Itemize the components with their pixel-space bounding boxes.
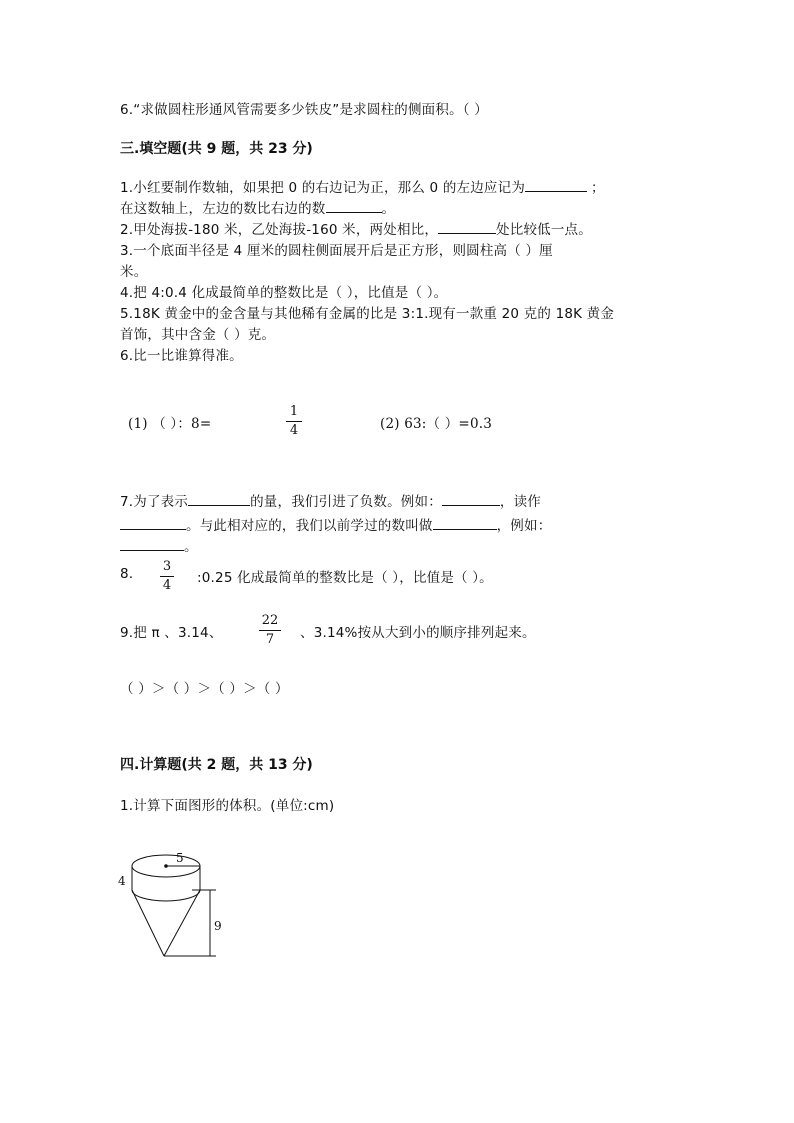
fill-q2-text: 2.甲处海拔-180 米，乙处海拔-160 米，两处相比， [120, 222, 439, 238]
fill-q5-line2: 首饰，其中含金（ ）克。 [120, 327, 276, 343]
fill-q7-blank1[interactable] [188, 491, 250, 506]
section3-title: 三.填空题(共 9 题，共 23 分) [120, 141, 313, 157]
fill-q1-line1 [120, 176, 605, 196]
fill-q9-fraction [259, 614, 281, 647]
fill-q7-blank5[interactable] [120, 536, 184, 551]
fraction-numerator: 3 [162, 559, 172, 574]
fill-q7-line1 [120, 490, 541, 510]
fill-q7-text1: 7.为了表示 [120, 494, 189, 510]
fill-q8-label: 8. [120, 566, 134, 582]
fill-q7-blank2[interactable] [442, 491, 500, 506]
fill-q1-text2: 在这数轴上，左边的数比右边的数 [120, 201, 326, 217]
fill-q7-end: 。 [184, 539, 198, 555]
fraction-numerator: 1 [289, 404, 299, 419]
fill-q2-blank[interactable] [438, 219, 496, 234]
fraction-denominator: 7 [265, 632, 275, 647]
fill-q5-line1: 5.18K 黄金中的金含量与其他稀有金属的比是 3:1.现有一款重 20 克的 18K 黄金 [120, 306, 615, 322]
fill-q2-text2: 处比较低一点。 [496, 222, 592, 238]
fill-q3-line2: 米。 [120, 264, 148, 280]
fill-q6: 6.比一比谁算得准。 [120, 348, 243, 364]
fill-q1-line2 [120, 197, 395, 217]
fill-q9-order: （ ）＞（ ）＞（ ）＞（ ） [120, 681, 289, 697]
fill-q7-text4: 。与此相对应的，我们以前学过的数叫做 [186, 518, 433, 534]
fill-q7-text2: 的量，我们引进了负数。例如： [250, 494, 442, 510]
judgement-q6: 6.“求做圆柱形通风管需要多少铁皮”是求圆柱的侧面积。（ ） [120, 102, 488, 118]
fill-q8-fraction [160, 560, 174, 593]
fill-q6-fraction [286, 405, 302, 438]
fill-q1-text: 1.小红要制作数轴，如果把 0 的右边记为正，那么 0 的左边应记为 [120, 180, 526, 196]
fill-q6-part2: (2) 63:（ ）=0.3 [380, 416, 493, 432]
cylinder-height-label: 4 [118, 874, 126, 888]
fill-q9-label: 9.把 π 、3.14、 [120, 625, 223, 641]
fill-q7-text3: ，读作 [499, 494, 542, 510]
fill-q7-line2 [120, 514, 551, 534]
fill-q7-text5: ，例如： [496, 518, 552, 534]
fill-q1-end: ； [591, 180, 605, 196]
fill-q4: 4.把 4:0.4 化成最简单的整数比是（ ），比值是（ ）。 [120, 285, 448, 301]
fraction-bar [286, 421, 302, 422]
cone-left-edge [132, 890, 164, 956]
fraction-denominator: 4 [162, 578, 172, 593]
fill-q2 [120, 218, 592, 238]
cone-height-label: 9 [214, 919, 222, 933]
fraction-bar [160, 576, 174, 577]
radius-label: 5 [176, 851, 184, 865]
fraction-bar [259, 630, 281, 631]
calc-q1: 1.计算下面图形的体积。(单位:cm) [120, 798, 335, 814]
fill-q3-line1: 3.一个底面半径是 4 厘米的圆柱侧面展开后是正方形，则圆柱高（ ）厘 [120, 243, 553, 259]
cylinder-bottom-arc [132, 890, 200, 901]
fill-q7-line3 [120, 535, 198, 555]
cylinder-cone-figure [112, 838, 232, 968]
fraction-numerator: 22 [261, 613, 279, 628]
fill-q1-blank1[interactable] [525, 177, 587, 192]
fill-q9-text: 、3.14%按从大到小的顺序排列起来。 [300, 625, 536, 641]
fill-q1-blank2[interactable] [326, 198, 382, 213]
fill-q6-part1: (1) （ ）：8= [128, 416, 212, 432]
fill-q7-blank4[interactable] [433, 515, 497, 530]
fill-q7-blank3[interactable] [120, 515, 186, 530]
fill-q1-end2: 。 [381, 201, 396, 217]
section4-title: 四.计算题(共 2 题，共 13 分) [120, 757, 313, 773]
center-dot [164, 864, 168, 868]
fraction-denominator: 4 [289, 423, 299, 438]
fill-q8-text: :0.25 化成最简单的整数比是（ ），比值是（ ）。 [197, 570, 493, 586]
